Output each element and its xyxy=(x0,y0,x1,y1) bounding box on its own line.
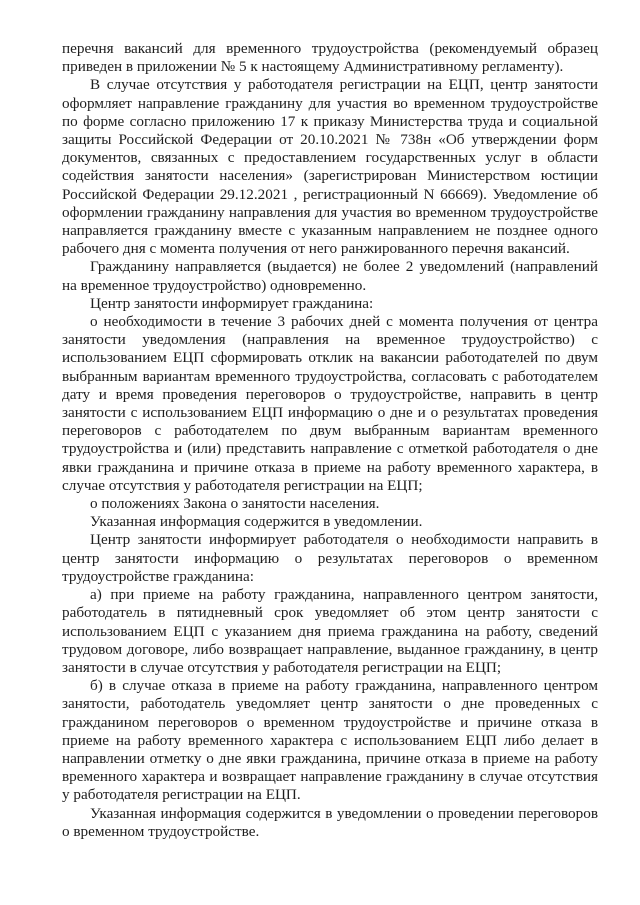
paragraph-center-informs-employer: Центр занятости информирует работодателя о необходимости направить в центр занятости информацию о результатах переговоров о временном трудоустройстве гражданина: xyxy=(62,531,598,585)
paragraph-item-a-hiring: а) при приеме на работу гражданина, направленного центром занятости, работодатель в пятидневный срок уведомляет об этом центр занятости с использованием ЕЦП с указанием дня приема гражданина на работу, сведений трудовом договоре, либо возвращает направление, выданное гражданину, в центр занятости в случае отсутствия у работодателя регистрации на ЕЦП; xyxy=(62,586,598,676)
document-body xyxy=(62,40,598,841)
paragraph-referral-no-ecp: В случае отсутствия у работодателя регистрации на ЕЦП, центр занятости оформляет направление гражданину для участия во временном трудоустройстве по форме согласно приложению 17 к приказу Министерства труда и социальной защиты Российской Федерации от 20.10.2021 № 738н «Об утверждении форм документов, связанных с предоставлением государственных услуг в области содействия занятости населения» (зарегистрирован Министерством юстиции Российской Федерации 29.12.2021 , регистрационный N 66669). Уведомление об оформлении гражданину направления для участия во временном трудоустройстве направляется гражданину вместе с указанным направлением не позднее одного рабочего дня с момента получения от него ранжированного перечня вакансий. xyxy=(62,76,598,258)
paragraph-notification-contains: Указанная информация содержится в уведомлении. xyxy=(90,513,423,531)
paragraph-employment-law: о положениях Закона о занятости населения. xyxy=(90,495,380,513)
paragraph-vacancy-list-end: перечня вакансий для временного трудоустройства (рекомендуемый образец приведен в приложении № 5 к настоящему Административному регламенту). xyxy=(62,40,598,76)
paragraph-center-informs-citizen: Центр занятости информирует гражданина: xyxy=(90,294,374,312)
paragraph-negotiation-notice: Указанная информация содержится в уведомлении о проведении переговоров о временном трудоустройстве. xyxy=(62,804,598,840)
paragraph-item-b-refusal: б) в случае отказа в приеме на работу гражданина, направленного центром занятости, работодатель уведомляет центр занятости о дне проведенных с гражданином переговоров о временном трудоустройстве и причине отказа в приеме на работу временного характера с использованием ЕЦП либо делает в направлении отметку о дне явки гражданина, причине отказа в приеме на работу временного характера и возвращает направление гражданину в случае отсутствия у работодателя регистрации на ЕЦП. xyxy=(62,677,598,804)
paragraph-max-notifications: Гражданину направляется (выдается) не более 2 уведомлений (направлений на временное трудоустройство) одновременно. xyxy=(62,258,598,294)
paragraph-three-day-duty: о необходимости в течение 3 рабочих дней с момента получения от центра занятости уведомления (направления на временное трудоустройство) с использованием ЕЦП сформировать отклик на вакансии работодателей по двум выбранным вариантам временного трудоустройства, согласовать с работодателем дату и время проведения переговоров о трудоустройстве, направить в центр занятости с использованием ЕЦП информацию о дне и о результатах проведения переговоров с работодателем по двум выбранным вариантам временного трудоустройства и (или) представить направление с отметкой работодателя о дне явки гражданина и причине отказа в приеме на работу временного характера, в случае отсутствия у работодателя регистрации на ЕЦП; xyxy=(62,313,598,494)
